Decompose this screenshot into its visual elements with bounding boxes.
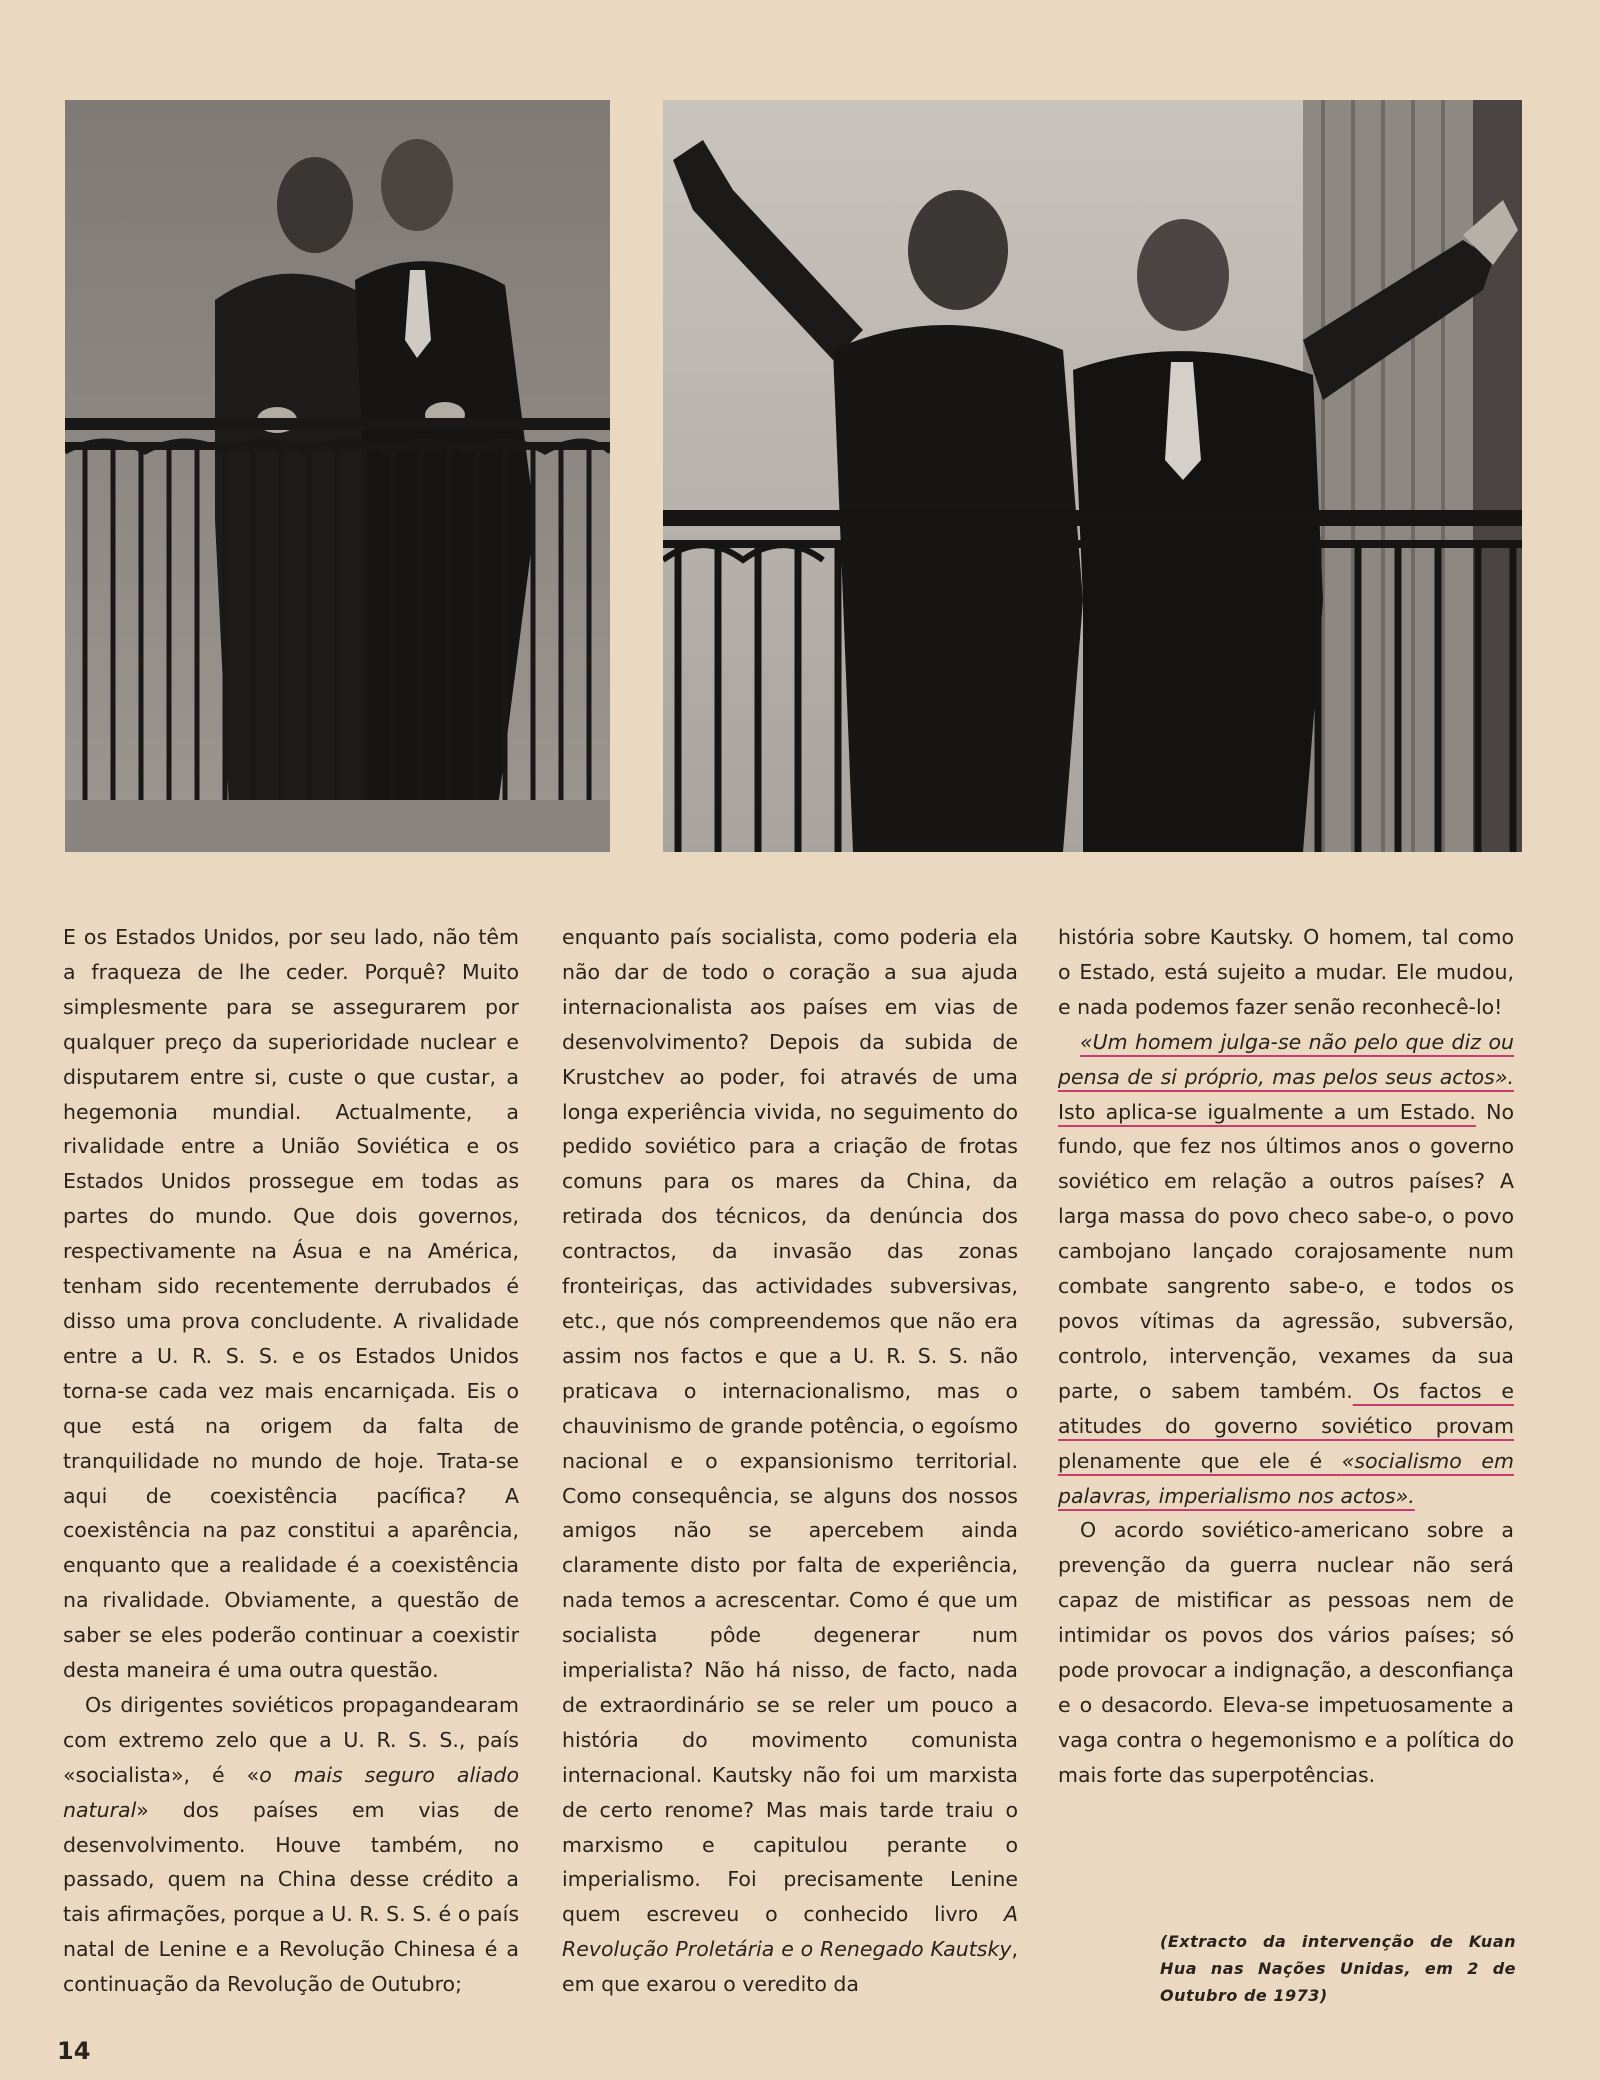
text-run: , em que exarou o veredito da <box>562 1937 1018 1997</box>
article-column-2 <box>562 920 1018 2002</box>
quote: o mais seguro aliado natural <box>63 1762 519 1822</box>
paragraph <box>1058 1025 1514 1514</box>
paragraph: O acordo soviético-americano sobre a prevenção da guerra nuclear não será capaz de mistificar as pessoas nem de intimidar os povos dos vários países; só pode provocar a indignação, a desconfiança e o desacordo. Eleva-se impetuosamente a vaga contra o hegemonismo e a política do mais forte das superpotências. <box>1058 1518 1514 1787</box>
paragraph: história sobre Kautsky. O homem, tal como o Estado, está sujeito a mudar. Ele mudou, e nada podemos fazer senão reconhecê-lo! <box>1058 925 1514 1019</box>
text-run: enquanto país socialista, como poderia ela não dar de todo o coração a sua ajuda internacionalista aos países em vias de desenvolvimento? Depois da subida de Krustchev ao poder, foi através de uma longa experiência vivida, no seguimento do pedido soviético para a criação de frotas comuns para os mares da China, da retirada dos técnicos, da denúncia dos contractos, da invasão das zonas fronteiriças, das actividades subversivas, etc., que nós compreendemos que não era assim nos factos e que a U. R. S. S. não praticava o internacionalismo, mas o chauvinismo de grande potência, o egoísmo nacional e o expansionismo territorial. Como consequência, se alguns dos nossos amigos não se apercebem ainda claramente disto por falta de experiência, nada temos a acrescentar. Como é que um socialista pôde degenerar num imperialista? Não há nisso, de facto, nada de extraordinário se se reler um pouco a história do movimento comunista internacional. Kautsky não foi um marxista de certo renome? Mas mais tarde traiu o marxismo e capitulou perante o imperialismo. Foi precisamente Lenine quem escreveu o conhecido livro <box>562 925 1018 1927</box>
paragraph <box>63 1688 519 2002</box>
underlined-text: Os factos e atitudes do governo soviético provam plenamente que ele é <box>1058 1378 1514 1473</box>
page-number: 14 <box>57 2037 91 2065</box>
book-title: A Revolução Proletária e o Renegado Kautsky <box>562 1902 1018 1962</box>
photo-balcony-waving <box>663 100 1522 852</box>
source-note: (Extracto da intervenção de Kuan Hua nas Nações Unidas, em 2 de Outubro de 1973) <box>1160 1932 1516 2005</box>
paragraph: E os Estados Unidos, por seu lado, não têm a fraqueza de lhe ceder. Porquê? Muito simplesmente para se assegurarem por qualquer preço da superioridade nuclear e disputarem entre si, custe o que custar, a hegemonia mundial. Actualmente, a rivalidade entre a União Soviética e os Estados Unidos prossegue em todas as partes do mundo. Que dois governos, respectivamente na Ásua e na América, tenham sido recentemente derrubados é disso uma prova concludente. A rivalidade entre a U. R. S. S. e os Estados Unidos torna-se cada vez mais encarniçada. Eis o que está na origem da falta de tranquilidade no mundo de hoje. Trata-se aqui de coexistência pacífica? A coexistência na paz constitui a aparência, enquanto que a realidade é a coexistência na rivalidade. Obviamente, a questão de saber se eles poderão continuar a coexistir desta maneira é uma outra questão. <box>63 925 519 1683</box>
text-run: » dos países em vias de desenvolvimento. Houve também, no passado, quem na China desse crédito a tais afirmações, porque a U. R. S. S. é o país natal de Lenine e a Revolução Chinesa é a continuação da Revolução de Outubro; <box>63 1797 519 1997</box>
photo-balcony-conversation <box>65 100 610 852</box>
text-run: Os dirigentes soviéticos propagandearam com extremo zelo que a U. R. S. S., país «socialista», é « <box>63 1692 519 1787</box>
underlined-quote: «Um homem julga-se não pelo que diz ou pensa de si próprio, mas pelos seus actos». <box>1058 1029 1514 1089</box>
underlined-quote: «socialismo em palavras, imperialismo nos actos». <box>1058 1448 1514 1508</box>
text-run: No fundo, que fez nos últimos anos o governo soviético em relação a outros países? A larga massa do povo checo sabe-o, o povo cambojano lançado corajosamente num combate sangrento sabe-o, e todos os povos vítimas da agressão, subversão, controlo, intervenção, vexames da sua parte, o sabem também. <box>1058 1099 1514 1403</box>
underlined-text: Isto aplica-se igualmente a um Estado. <box>1058 1099 1476 1124</box>
paragraph <box>562 920 1018 2002</box>
article-column-1 <box>63 920 519 2002</box>
article-column-3 <box>1058 920 1514 1793</box>
